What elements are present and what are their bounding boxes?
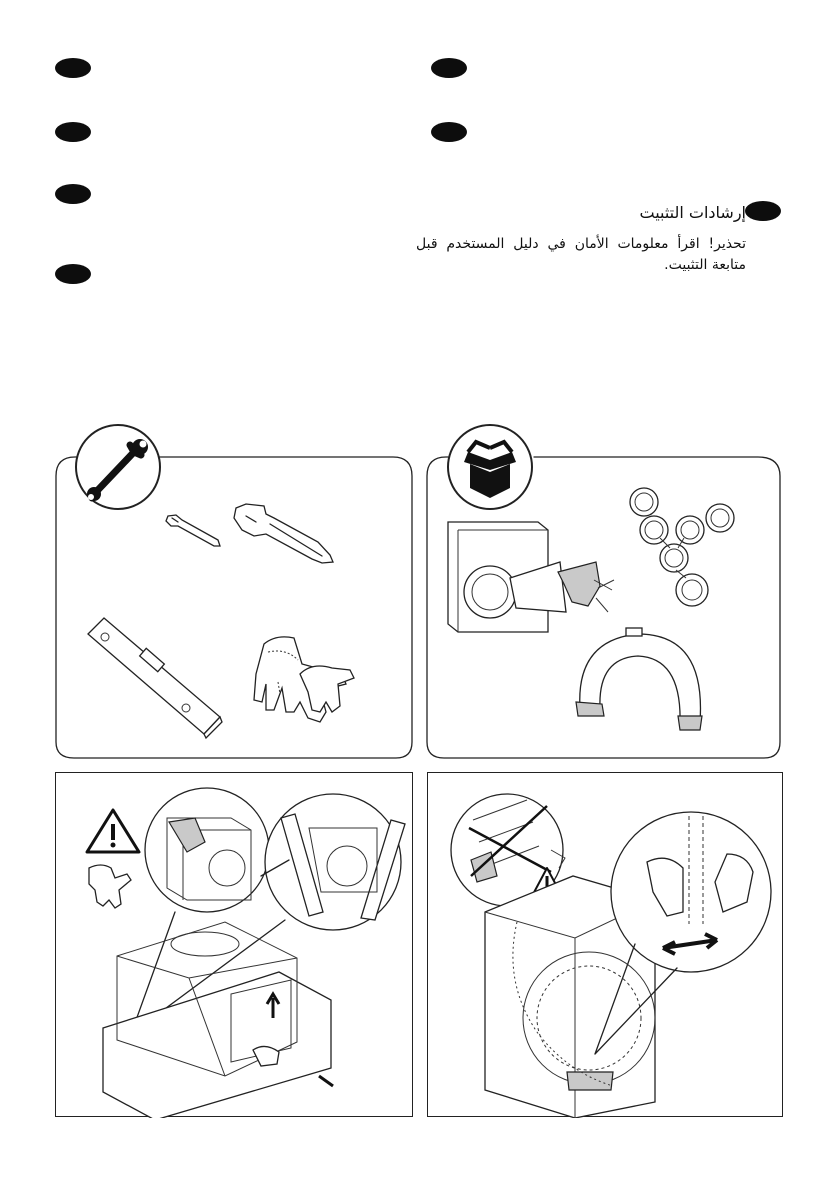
language-marker-7	[745, 201, 781, 221]
language-marker-4	[55, 264, 91, 284]
hose-guide	[576, 628, 702, 730]
hose-removal-panel	[427, 772, 784, 1118]
machine-on-base	[103, 922, 333, 1118]
small-wrench	[166, 515, 220, 546]
package-contents-panel	[420, 412, 788, 762]
large-wrench	[234, 504, 333, 563]
glove-symbol	[89, 865, 131, 908]
transit-caps	[630, 488, 734, 606]
warning-triangle-icon	[87, 810, 139, 852]
spirit-level	[88, 618, 222, 738]
language-marker-1	[55, 58, 91, 78]
language-marker-2	[55, 122, 91, 142]
language-marker-3	[55, 184, 91, 204]
section-heading: إرشادات التثبيت	[639, 203, 746, 222]
package-box-icon	[448, 425, 532, 509]
unpacking-panel	[55, 772, 414, 1118]
detail-circle-foam	[145, 788, 269, 912]
tools-panel	[50, 412, 420, 762]
wrench-icon	[76, 425, 160, 509]
gloves	[254, 637, 354, 722]
safety-warning: تحذير! اقرأ معلومات الأمان في دليل المستخدم قبل متابعة التثبيت.	[416, 236, 746, 273]
language-marker-5	[431, 58, 467, 78]
language-marker-6	[431, 122, 467, 142]
washing-machine-with-bag	[448, 522, 614, 632]
